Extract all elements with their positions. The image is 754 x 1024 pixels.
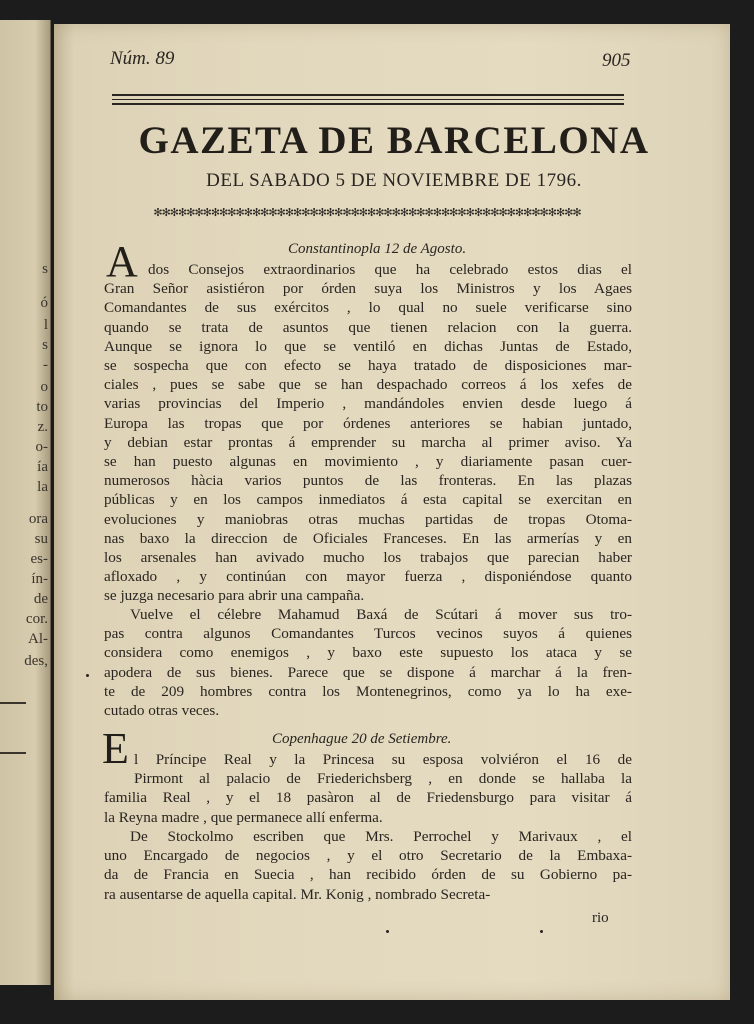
- facing-page-fragment: s: [42, 262, 48, 277]
- page-blemish: [86, 674, 89, 677]
- text-line: Aunque se ignora lo que se ventiló en dichas Juntas de Estado,: [104, 337, 632, 355]
- text-line: da de Francia en Suecia , han recibido órden de su Gobierno pa-: [104, 866, 632, 884]
- text-line: familia Real , y el 18 pasàron al de Friedensburgo para visitar á: [104, 789, 632, 807]
- facing-page-fragment: ín-: [31, 572, 48, 587]
- facing-page-fragment: z.: [37, 420, 48, 435]
- facing-page-rule: [0, 752, 26, 754]
- issue-number: Núm. 89: [110, 48, 175, 69]
- text-line: apodera de sus bienes. Parece que se dispone á marchar á la fren-: [104, 663, 632, 681]
- text-line: se juzga necesario para abrir una campaña.: [104, 587, 365, 605]
- text-line: quando se trata de asuntos que tienen relacion con la guerra.: [104, 318, 632, 336]
- masthead-title: GAZETA DE BARCELONA: [138, 119, 650, 162]
- text-line: ciales , pues se sabe que se han despachado correos á los xefes de: [104, 376, 632, 394]
- article-dateline-constantinople: Constantinopla 12 de Agosto.: [288, 241, 467, 257]
- text-line: Pirmont al palacio de Friederichsberg , en donde se hallaba la: [134, 770, 632, 788]
- text-line: Europa las tropas que por órdenes anteriores se habian juntado,: [104, 414, 632, 432]
- issue-dateline: DEL SABADO 5 DE NOVIEMBRE DE 1796.: [206, 170, 582, 191]
- text-line: públicas y en los campos inmediatos á esta capital se exercitan en: [104, 491, 632, 509]
- text-line: Comandantes de sus exércitos , lo qual no suele verificarse sino: [104, 299, 632, 317]
- article-paragraph: [104, 605, 632, 720]
- catchword: rio: [592, 910, 609, 926]
- drop-cap: A: [106, 237, 138, 286]
- article-dateline-copenhagen: Copenhague 20 de Setiembre.: [272, 731, 452, 747]
- facing-page-edge: [0, 20, 51, 985]
- text-line: l Príncipe Real y la Princesa su esposa volviéron el 16 de: [134, 751, 632, 768]
- page-number: 905: [602, 50, 631, 71]
- text-line: Vuelve el célebre Mahamud Baxá de Scútari á mover sus tro-: [130, 606, 632, 623]
- text-line: dos Consejos extraordinarios que ha celebrado estos dias el: [148, 261, 632, 278]
- facing-page-fragment: ó: [40, 296, 48, 311]
- facing-page-rule: [0, 702, 26, 704]
- top-rule-thick: [112, 94, 624, 96]
- facing-page-fragment: l: [43, 318, 48, 333]
- article-paragraph: [104, 260, 632, 606]
- facing-page-fragment: o-: [35, 440, 48, 455]
- article-paragraph: [104, 750, 632, 827]
- text-line: varias provincias del Imperio , mandándoles envien desde luego á: [104, 395, 632, 413]
- drop-cap: E: [102, 724, 129, 773]
- facing-page-fragment: -: [43, 358, 48, 373]
- text-line: se sospecha que con efecto se haya tratado de disposiciones mar-: [104, 357, 632, 375]
- text-line: Gran Señor asistiéron por órden suya los Ministros y los Agaes: [104, 280, 632, 298]
- page-blemish: [540, 930, 543, 933]
- page-blemish: [386, 930, 389, 933]
- text-line: cutado otras veces.: [104, 702, 220, 720]
- facing-page-fragment: de: [33, 592, 48, 607]
- article-paragraph: [104, 827, 632, 904]
- text-line: numerosos hàcia varios puntos de las fronteras. En las plazas: [104, 472, 632, 490]
- facing-page-fragment: des,: [24, 654, 48, 669]
- facing-page-fragment: es-: [30, 552, 48, 567]
- facing-page-fragment: ía: [37, 460, 48, 475]
- text-line: ra ausentarse de aquella capital. Mr. Konig , nombrado Secreta-: [104, 885, 491, 903]
- facing-page-fragment: s: [42, 338, 48, 353]
- text-line: evoluciones y maniobras otras muchas partidas de tropas Otoma-: [104, 510, 632, 528]
- text-line: uno Encargado de negocios , y el otro Secretario de la Embaxa-: [104, 847, 632, 865]
- text-line: y debian estar prontas á emprender su marcha al primer aviso. Ya: [104, 433, 632, 451]
- facing-page-fragment: ora: [28, 512, 48, 527]
- text-line: afloxado , y continúan con mayor fuerza , disponiéndose quanto: [104, 568, 632, 586]
- top-rule-thin: [112, 99, 624, 100]
- text-line: los arsenales han avivado mucho los trabajos que parecian haber: [104, 549, 632, 567]
- text-line: te de 209 hombres contra los Montenegrinos, como ya lo ha exe-: [104, 682, 632, 700]
- facing-page-fragment: su: [34, 532, 48, 547]
- text-line: nas baxo la direccion de Oficiales Franceses. En las armerías y en: [104, 529, 632, 547]
- facing-page-fragment: to: [36, 400, 48, 415]
- text-line: pas contra algunos Comandantes Turcos vecinos suyos á quienes: [104, 625, 632, 643]
- text-line: De Stockolmo escriben que Mrs. Perrochel y Marivaux , el: [130, 828, 632, 845]
- facing-page-fragment: o: [40, 380, 48, 395]
- facing-page-fragment: cor.: [25, 612, 48, 627]
- ornamental-rule: ✻✻✻✻✻✻✻✻✻✻✻✻✻✻✻✻✻✻✻✻✻✻✻✻✻✻✻✻✻✻✻✻✻✻✻✻✻✻✻✻✻✻✻✻✻✻✻✻✻✻✻✻: [153, 207, 581, 219]
- facing-page-fragment: la: [37, 480, 48, 495]
- top-rule-bottom: [112, 103, 624, 105]
- gazette-page: [54, 24, 730, 1000]
- text-line: la Reyna madre , que permanece allí enferma.: [104, 808, 383, 826]
- text-line: considera como enemigos , y baxo este supuesto los ataca y se: [104, 644, 632, 662]
- text-line: se han puesto algunas en movimiento , y diariamente pasan cuer-: [104, 453, 632, 471]
- facing-page-fragment: Al-: [28, 632, 48, 647]
